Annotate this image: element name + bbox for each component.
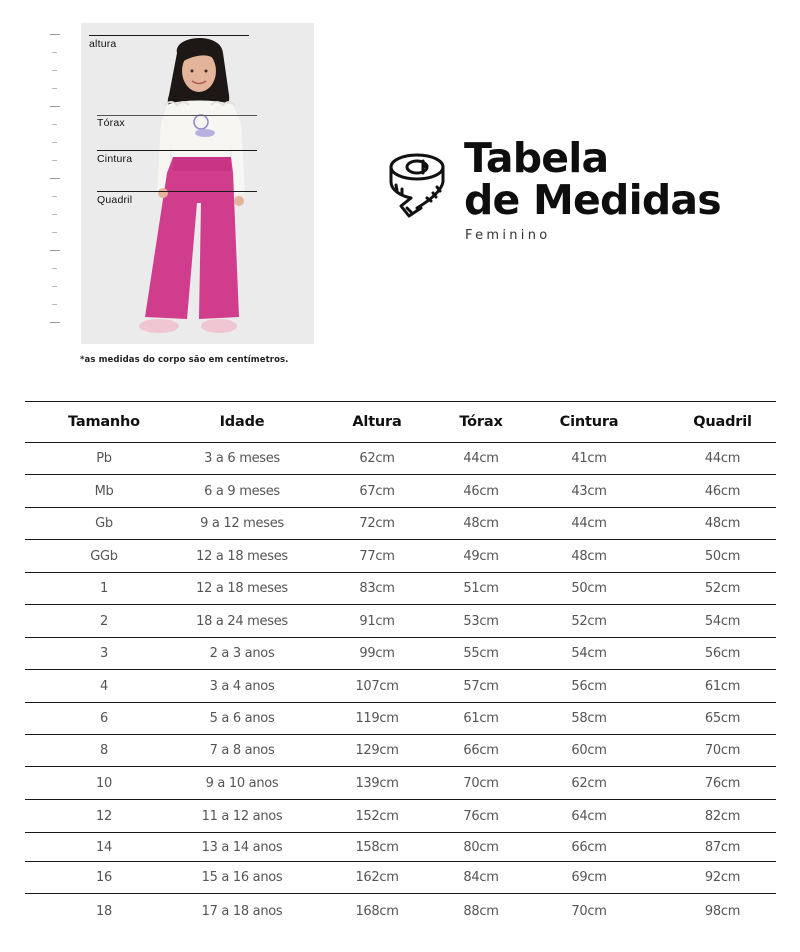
- page-subtitle: Feminino: [465, 228, 551, 243]
- cintura-line: [97, 150, 257, 151]
- cell-idade: 15 a 16 anos: [201, 870, 283, 885]
- quadril-line: [97, 191, 257, 192]
- cell-torax: 51cm: [463, 581, 499, 596]
- ruler-tick: [52, 70, 57, 71]
- table-row: [25, 670, 776, 703]
- cell-torax: 44cm: [463, 451, 499, 466]
- cell-quadril: 98cm: [704, 903, 741, 919]
- cell-altura: 99cm: [359, 646, 395, 661]
- column-header-altura: Altura: [352, 414, 402, 430]
- cell-tamanho: Mb: [94, 483, 114, 499]
- size-table: [25, 401, 776, 928]
- cell-torax: 84cm: [463, 870, 499, 885]
- measuring-tape-icon: [387, 152, 449, 218]
- cell-tamanho: 10: [96, 775, 112, 791]
- cell-tamanho: GGb: [90, 548, 118, 564]
- table-row: [25, 443, 776, 475]
- cell-idade: 12 a 18 meses: [196, 548, 288, 564]
- cell-cintura: 41cm: [571, 451, 607, 466]
- cell-idade: 18 a 24 meses: [196, 613, 288, 629]
- cell-altura: 91cm: [359, 613, 395, 629]
- cell-cintura: 44cm: [571, 516, 607, 531]
- cell-idade: 13 a 14 anos: [201, 839, 283, 855]
- cell-cintura: 43cm: [571, 483, 607, 499]
- altura-line: [89, 35, 249, 36]
- cell-cintura: 56cm: [571, 678, 607, 694]
- cell-quadril: 56cm: [704, 646, 741, 661]
- cell-cintura: 52cm: [571, 613, 607, 629]
- cell-quadril: 92cm: [704, 870, 741, 885]
- cell-idade: 7 a 8 anos: [209, 743, 275, 758]
- cell-tamanho: 1: [100, 581, 108, 596]
- table-row: [25, 605, 776, 638]
- cell-idade: 11 a 12 anos: [201, 808, 283, 824]
- cell-quadril: 82cm: [704, 808, 741, 824]
- cell-cintura: 54cm: [571, 646, 607, 661]
- cell-quadril: 70cm: [704, 743, 741, 758]
- cell-idade: 6 a 9 meses: [204, 483, 280, 499]
- cell-cintura: 64cm: [571, 808, 607, 824]
- cell-torax: 61cm: [463, 711, 499, 726]
- table-row: [25, 508, 776, 540]
- ruler-tick: [52, 232, 57, 233]
- table-row: [25, 833, 776, 862]
- cell-altura: 162cm: [355, 870, 399, 885]
- cell-altura: 67cm: [359, 483, 395, 499]
- cell-torax: 46cm: [463, 483, 499, 499]
- cell-cintura: 69cm: [571, 870, 607, 885]
- column-header-torax: Tórax: [459, 414, 503, 430]
- ruler-tick: [52, 52, 57, 53]
- cell-cintura: 70cm: [571, 903, 607, 919]
- table-row: [25, 767, 776, 800]
- child-model-figure: [81, 23, 314, 344]
- table-row: [25, 475, 776, 508]
- cell-torax: 48cm: [463, 516, 499, 531]
- cell-altura: 168cm: [355, 903, 399, 919]
- table-row: [25, 573, 776, 605]
- ruler-tick: [50, 250, 60, 251]
- ruler-tick: [52, 268, 57, 269]
- cell-quadril: 52cm: [704, 581, 741, 596]
- ruler-tick: [52, 214, 57, 215]
- ruler-tick: [52, 286, 57, 287]
- altura-label: altura: [89, 38, 117, 50]
- cell-cintura: 48cm: [571, 548, 607, 564]
- cell-torax: 66cm: [463, 743, 499, 758]
- table-row: [25, 800, 776, 833]
- ruler-tick: [52, 196, 57, 197]
- cell-quadril: 46cm: [704, 483, 741, 499]
- cell-torax: 49cm: [463, 548, 499, 564]
- table-row: [25, 735, 776, 767]
- title-line-1: Tabela: [464, 134, 609, 182]
- quadril-label: Quadril: [97, 194, 133, 206]
- column-header-cintura: Cintura: [559, 414, 619, 430]
- cell-idade: 17 a 18 anos: [201, 903, 283, 919]
- cell-torax: 88cm: [463, 903, 499, 919]
- cell-torax: 80cm: [463, 839, 499, 855]
- cell-quadril: 65cm: [704, 711, 741, 726]
- cell-tamanho: Pb: [96, 451, 112, 466]
- ruler-tick: [50, 106, 60, 107]
- cell-tamanho: 8: [100, 743, 108, 758]
- ruler-tick: [52, 304, 57, 305]
- cell-quadril: 61cm: [704, 678, 741, 694]
- table-row: [25, 703, 776, 735]
- table-header-row: [25, 401, 776, 443]
- cell-idade: 5 a 6 anos: [209, 711, 275, 726]
- ruler-tick: [50, 178, 60, 179]
- units-note: *as medidas do corpo são em centímetros.: [80, 355, 289, 365]
- cell-torax: 70cm: [463, 775, 499, 791]
- torax-line: [97, 115, 257, 116]
- ruler-tick: [52, 88, 57, 89]
- ruler-tick: [52, 160, 57, 161]
- cell-altura: 119cm: [355, 711, 399, 726]
- cell-cintura: 60cm: [571, 743, 607, 758]
- cell-quadril: 44cm: [704, 451, 741, 466]
- cell-tamanho: 3: [100, 646, 108, 661]
- cell-torax: 53cm: [463, 613, 499, 629]
- cell-quadril: 48cm: [704, 516, 741, 531]
- cell-torax: 57cm: [463, 678, 499, 694]
- torax-label: Tórax: [97, 117, 125, 129]
- ruler-tick: [52, 124, 57, 125]
- cell-idade: 3 a 4 anos: [209, 678, 275, 694]
- cell-tamanho: 16: [96, 870, 112, 885]
- cell-altura: 72cm: [359, 516, 395, 531]
- table-row: [25, 540, 776, 573]
- cell-cintura: 66cm: [571, 839, 607, 855]
- cell-quadril: 87cm: [704, 839, 741, 855]
- table-body: [25, 443, 776, 928]
- cell-altura: 129cm: [355, 743, 399, 758]
- cell-quadril: 76cm: [704, 775, 741, 791]
- cell-tamanho: 18: [96, 903, 112, 919]
- title-line-2: de Medidas: [464, 176, 721, 224]
- cell-quadril: 54cm: [704, 613, 741, 629]
- model-photo: [81, 23, 314, 344]
- cell-cintura: 50cm: [571, 581, 607, 596]
- cell-idade: 3 a 6 meses: [204, 451, 280, 466]
- cintura-label: Cintura: [97, 153, 133, 165]
- cell-tamanho: 14: [96, 839, 112, 855]
- table-row: [25, 862, 776, 894]
- cell-cintura: 58cm: [571, 711, 607, 726]
- cell-idade: 12 a 18 meses: [196, 581, 288, 596]
- cell-quadril: 50cm: [704, 548, 741, 564]
- cell-cintura: 62cm: [571, 775, 607, 791]
- cell-tamanho: Gb: [95, 516, 113, 531]
- page-title: [464, 134, 721, 224]
- cell-altura: 83cm: [359, 581, 395, 596]
- cell-altura: 77cm: [359, 548, 395, 564]
- cell-altura: 152cm: [355, 808, 399, 824]
- table-row: [25, 638, 776, 670]
- cell-torax: 55cm: [463, 646, 499, 661]
- table-row: [25, 894, 776, 928]
- cell-torax: 76cm: [463, 808, 499, 824]
- cell-altura: 107cm: [355, 678, 399, 694]
- column-header-idade: Idade: [219, 414, 265, 430]
- ruler-tick: [50, 322, 60, 323]
- cell-altura: 62cm: [359, 451, 395, 466]
- cell-tamanho: 4: [100, 678, 108, 694]
- cell-tamanho: 2: [100, 613, 108, 629]
- cell-idade: 9 a 12 meses: [200, 516, 284, 531]
- ruler-scale: [50, 34, 62, 334]
- ruler-tick: [52, 142, 57, 143]
- column-header-tamanho: Tamanho: [68, 414, 140, 430]
- cell-altura: 158cm: [355, 839, 399, 855]
- cell-altura: 139cm: [355, 775, 399, 791]
- cell-idade: 2 a 3 anos: [209, 646, 275, 661]
- column-header-quadril: Quadril: [693, 414, 752, 430]
- cell-tamanho: 6: [100, 711, 108, 726]
- cell-idade: 9 a 10 anos: [205, 775, 279, 791]
- cell-tamanho: 12: [96, 808, 112, 824]
- ruler-tick: [50, 34, 60, 35]
